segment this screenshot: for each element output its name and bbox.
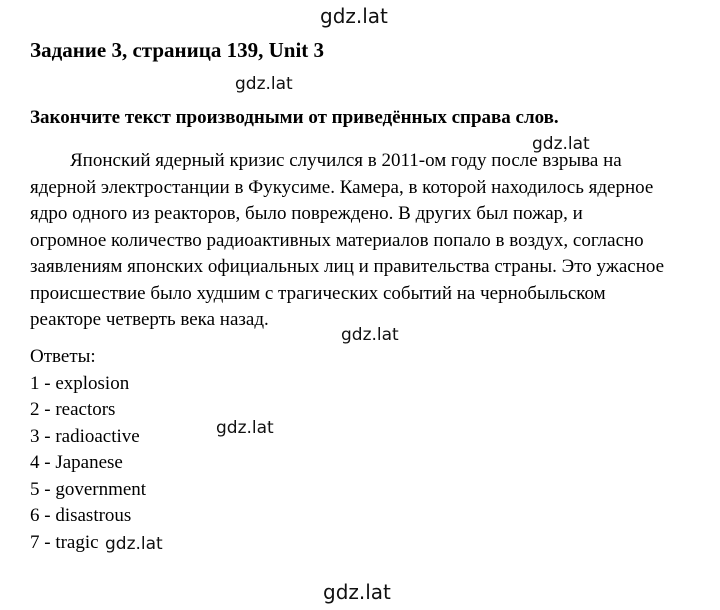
answer-item: 5 - government: [30, 478, 147, 500]
watermark: gdz.lat: [216, 418, 274, 438]
answers-heading: Ответы:: [30, 346, 96, 367]
answer-item: 6 - disastrous: [30, 505, 132, 526]
task-instruction: Закончите текст производными от приведённых справа слов.: [30, 107, 559, 128]
answer-item: 1 - explosion: [30, 372, 130, 394]
answer-item: 2 - reactors: [30, 399, 116, 420]
text-line: происшествие было худшим с трагических событий на чернобыльском: [30, 282, 606, 304]
watermark-top: gdz.lat: [320, 4, 388, 28]
answer-item: 7 - tragic: [30, 531, 99, 553]
task-text: [30, 148, 690, 334]
answers-section: [30, 344, 146, 556]
text-line: огромное количество радиоактивных материалов попало в воздух, согласно: [30, 229, 644, 251]
watermark: gdz.lat: [235, 74, 293, 94]
watermark: gdz.lat: [341, 325, 399, 345]
page-title: Задание 3, страница 139, Unit 3: [30, 38, 325, 62]
watermark: gdz.lat: [532, 134, 590, 154]
answer-item: 3 - radioactive: [30, 425, 140, 447]
text-line: реакторе четверть века назад.: [30, 309, 269, 330]
watermark-bottom: gdz.lat: [323, 580, 391, 604]
text-line: Японский ядерный кризис случился в 2011-ом году после взрыва на: [70, 150, 622, 171]
text-line: ядерной электростанции в Фукусиме. Камера, в которой находилось ядерное: [30, 176, 654, 198]
text-line: заявлениям японских официальных лиц и правительства страны. Это ужасное: [30, 256, 665, 277]
answer-item: 4 - Japanese: [30, 452, 123, 473]
text-line: ядро одного из реакторов, было повреждено. В других был пожар, и: [30, 203, 583, 224]
watermark: gdz.lat: [105, 534, 163, 554]
